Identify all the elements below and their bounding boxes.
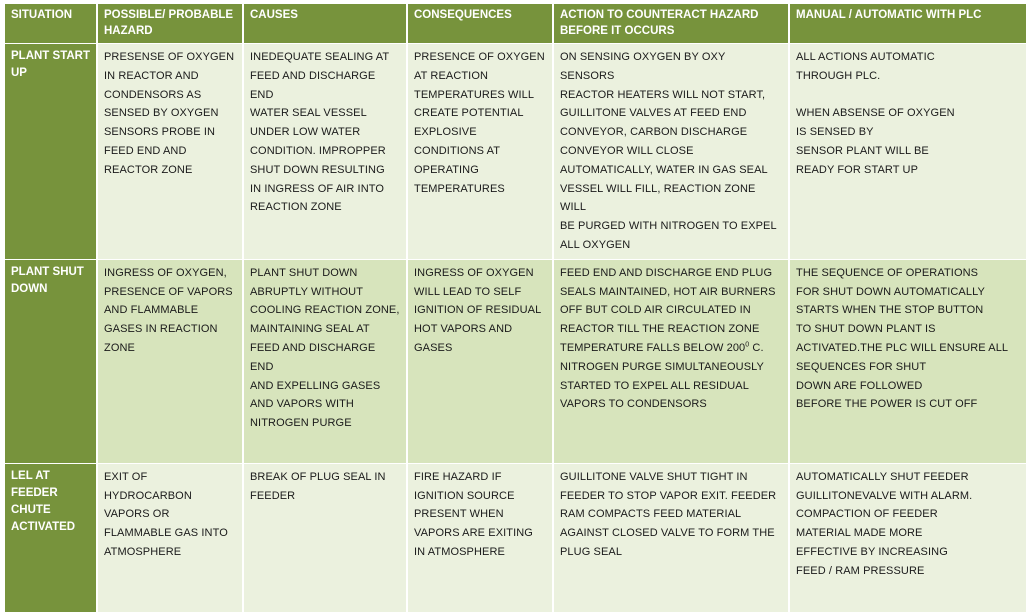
header-row	[5, 4, 1026, 43]
table-row	[5, 260, 1026, 463]
header-hazard: POSSIBLE/ PROBABLE HAZARD	[98, 4, 242, 43]
action-cell: ON SENSING OXYGEN BY OXY SENSORS REACTOR HEATERS WILL NOT START, GUILLITONE VALVES AT FEED END CONVEYOR, CARBON DISCHARGE CONVEYOR WILL CLOSE AUTOMATICALLY, WATER IN GAS SEAL VESSEL WILL FILL, REACTION ZONE WILL BE PURGED WITH NITROGEN TO EXPEL ALL OXYGEN	[554, 44, 788, 259]
header-causes: CAUSES	[244, 4, 406, 43]
causes-cell: INEDEQUATE SEALING AT FEED AND DISCHARGE END WATER SEAL VESSEL UNDER LOW WATER CONDITION. IMPROPPER SHUT DOWN RESULTING IN INGRESS OF AIR INTO REACTION ZONE	[244, 44, 406, 259]
action-cell: GUILLITONE VALVE SHUT TIGHT IN FEEDER TO STOP VAPOR EXIT. FEEDER RAM COMPACTS FEED MATERIAL AGAINST CLOSED VALVE TO FORM THE PLUG SEAL	[554, 464, 788, 612]
hazard-cell: EXIT OF HYDROCARBON VAPORS OR FLAMMABLE GAS INTO ATMOSPHERE	[98, 464, 242, 612]
manual-cell: THE SEQUENCE OF OPERATIONS FOR SHUT DOWN AUTOMATICALLY STARTS WHEN THE STOP BUTTON TO SHUT DOWN PLANT IS ACTIVATED.THE PLC WILL ENSURE ALL SEQUENCES FOR SHUT DOWN ARE FOLLOWED BEFORE THE POWER IS CUT OFF	[790, 260, 1026, 463]
manual-cell: AUTOMATICALLY SHUT FEEDER GUILLITONEVALVE WITH ALARM. COMPACTION OF FEEDER MATERIAL MADE MORE EFFECTIVE BY INCREASING FEED / RAM PRESSURE	[790, 464, 1026, 612]
header-manual: MANUAL / AUTOMATIC WITH PLC	[790, 4, 1026, 43]
situation-cell: PLANT START UP	[5, 44, 96, 259]
hazard-cell: INGRESS OF OXYGEN, PRESENCE OF VAPORS AND FLAMMABLE GASES IN REACTION ZONE	[98, 260, 242, 463]
header-action: ACTION TO COUNTERACT HAZARD BEFORE IT OCCURS	[554, 4, 788, 43]
table-header	[5, 4, 1026, 43]
consequences-cell: INGRESS OF OXYGEN WILL LEAD TO SELF IGNITION OF RESIDUAL HOT VAPORS AND GASES	[408, 260, 552, 463]
action-text-part1: FEED END AND DISCHARGE END PLUG SEALS MAINTAINED, HOT AIR BURNERS OFF BUT COLD AIR CIRCULATED IN REACTOR TILL THE REACTION ZONE TEMPERATURE FALLS BELOW 200	[560, 266, 776, 354]
table-row	[5, 44, 1026, 259]
action-cell	[554, 260, 788, 463]
situation-cell: LEL AT FEEDER CHUTE ACTIVATED	[5, 464, 96, 612]
degree-superscript: 0	[745, 341, 750, 349]
header-situation: SITUATION	[5, 4, 96, 43]
table-body	[5, 44, 1026, 612]
situation-cell: PLANT SHUT DOWN	[5, 260, 96, 463]
manual-cell: ALL ACTIONS AUTOMATIC THROUGH PLC. WHEN ABSENSE OF OXYGEN IS SENSED BY SENSOR PLANT WILL BE READY FOR START UP	[790, 44, 1026, 259]
causes-cell: PLANT SHUT DOWN ABRUPTLY WITHOUT COOLING REACTION ZONE, MAINTAINING SEAL AT FEED AND DISCHARGE END AND EXPELLING GASES AND VAPORS WITH NITROGEN PURGE	[244, 260, 406, 463]
consequences-cell: FIRE HAZARD IF IGNITION SOURCE PRESENT WHEN VAPORS ARE EXITING IN ATMOSPHERE	[408, 464, 552, 612]
causes-cell: BREAK OF PLUG SEAL IN FEEDER	[244, 464, 406, 612]
hazard-cell: PRESENSE OF OXYGEN IN REACTOR AND CONDENSORS AS SENSED BY OXYGEN SENSORS PROBE IN FEED END AND REACTOR ZONE	[98, 44, 242, 259]
header-consequences: CONSEQUENCES	[408, 4, 552, 43]
hazard-table	[3, 3, 1026, 613]
consequences-cell: PRESENCE OF OXYGEN AT REACTION TEMPERATURES WILL CREATE POTENTIAL EXPLOSIVE CONDITIONS AT OPERATING TEMPERATURES	[408, 44, 552, 259]
table-row	[5, 464, 1026, 612]
action-text-part2: C. NITROGEN PURGE SIMULTANEOUSLY STARTED TO EXPEL ALL RESIDUAL VAPORS TO CONDENSORS	[560, 341, 764, 411]
